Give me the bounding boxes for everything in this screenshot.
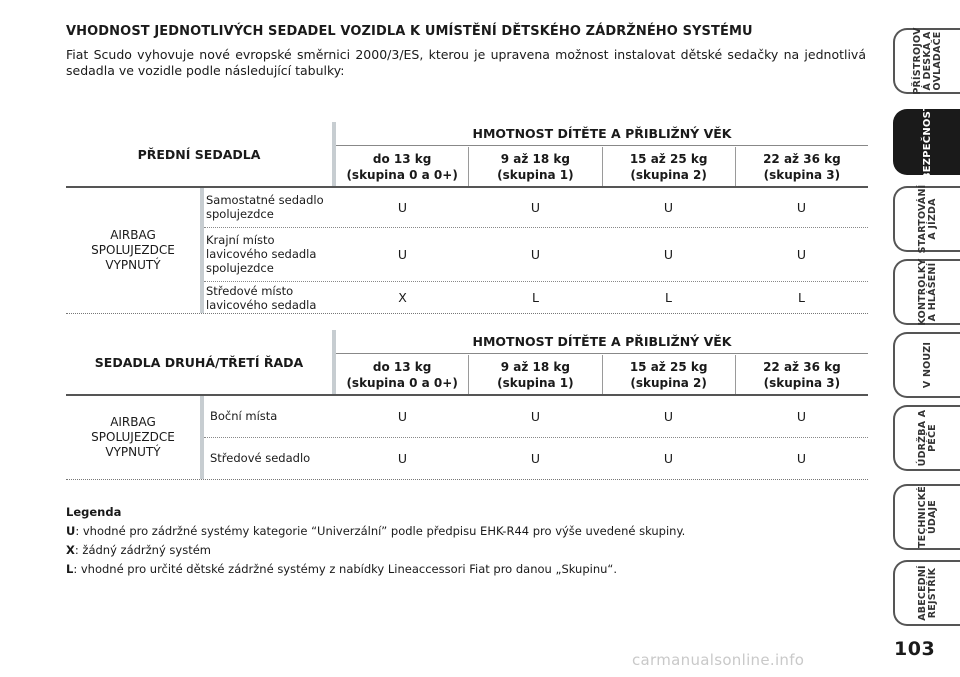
group-header: 15 až 25 kg (skupina 2)	[602, 147, 735, 186]
suitability-value: U	[663, 246, 674, 262]
weight-title: HMOTNOST DÍTĚTE A PŘIBLIŽNÝ VĚK	[336, 122, 868, 146]
tab-label: ÚDRŽBA A PÉČE	[916, 409, 938, 467]
page-heading: VHODNOST JEDNOTLIVÝCH SEDADEL VOZIDLA K UMÍSTĚNÍ DĚTSKÉHO ZÁDRŽNÉHO SYSTÉMU	[66, 24, 753, 39]
tab-abecedni-rejstrik[interactable]	[893, 560, 960, 626]
suitability-value: U	[397, 408, 408, 424]
airbag-label: AIRBAG SPOLUJEZDCE VYPNUTÝ	[91, 415, 175, 459]
suitability-value: U	[397, 450, 408, 466]
suitability-value: U	[796, 199, 807, 215]
group-header: do 13 kg (skupina 0 a 0+)	[346, 151, 458, 182]
tab-v-nouzi[interactable]	[893, 332, 960, 398]
suitability-value: L	[532, 290, 539, 306]
table-front-header	[66, 122, 868, 188]
tab-label: KONTROLKY A HLÁŠENÍ	[916, 258, 938, 326]
table-row	[204, 282, 868, 313]
weight-title: HMOTNOST DÍTĚTE A PŘIBLIŽNÝ VĚK	[336, 330, 868, 354]
table-row	[204, 396, 868, 438]
table-rear-header	[66, 330, 868, 396]
tab-technicke-udaje[interactable]	[893, 484, 960, 550]
tab-startovani[interactable]	[893, 186, 960, 252]
table-row	[204, 228, 868, 283]
legend-title: Legenda	[66, 505, 122, 519]
suitability-value: L	[665, 290, 672, 306]
suitability-value: U	[663, 199, 674, 215]
suitability-value: U	[663, 450, 674, 466]
legend-item: X: žádný zádržný systém	[66, 543, 212, 557]
tab-pristrojova-deska[interactable]	[893, 28, 960, 94]
seat-label: Středové sedadlo	[210, 451, 311, 466]
suitability-value: X	[398, 290, 407, 306]
intro-paragraph: Fiat Scudo vyhovuje nové evropské směrnici 2000/3/ES, kterou je upravena možnost instalovat dětské sedačky na jednotlivá sedadla ve vozidle podle následující tabulky:	[66, 47, 866, 78]
table-front-seats	[66, 122, 868, 314]
group-header: 15 až 25 kg (skupina 2)	[602, 355, 735, 394]
suitability-value: L	[798, 290, 805, 306]
page-number: 103	[894, 638, 936, 660]
table-row	[204, 188, 868, 228]
group-header: 22 až 36 kg (skupina 3)	[735, 147, 868, 186]
suitability-value: U	[796, 246, 807, 262]
tab-label: TECHNICKÉ ÚDAJE	[916, 485, 938, 549]
tab-label: V NOUZI	[921, 341, 933, 389]
table-rear-title: SEDADLA DRUHÁ/TŘETÍ ŘADA	[94, 354, 304, 370]
suitability-value: U	[663, 408, 674, 424]
table-row	[204, 438, 868, 480]
suitability-value: U	[796, 450, 807, 466]
table-rear-seats	[66, 330, 868, 480]
seat-label: Středové místo lavicového sedadla	[206, 283, 317, 312]
suitability-value: U	[796, 408, 807, 424]
tab-label: STARTOVÁNÍ A JÍZDA	[916, 184, 938, 254]
suitability-value: U	[530, 199, 541, 215]
legend-item: U: vhodné pro zádržné systémy kategorie “Univerzální” podle předpisu EHK-R44 pro výše uvedené skupiny.	[66, 524, 686, 538]
seat-label: Samostatné sedadlo spolujezdce	[206, 193, 324, 222]
airbag-label: AIRBAG SPOLUJEZDCE VYPNUTÝ	[91, 228, 175, 272]
suitability-value: U	[397, 246, 408, 262]
seat-label: Boční místa	[210, 409, 278, 424]
suitability-value: U	[530, 450, 541, 466]
tab-kontrolky[interactable]	[893, 259, 960, 325]
table-front-body	[66, 188, 868, 314]
table-front-title: PŘEDNÍ SEDADLA	[137, 146, 261, 162]
tab-label: BEZPEČNOST	[921, 103, 933, 181]
legend-item: L: vhodné pro určité dětské zádržné systémy z nabídky Lineaccessori Fiat pro danou „Skupinu“.	[66, 562, 618, 576]
suitability-value: U	[397, 199, 408, 215]
suitability-value: U	[530, 246, 541, 262]
tab-udrzba[interactable]	[893, 405, 960, 471]
tab-label: PŘÍSTROJOV Á DESKA A OVLADAČE	[911, 27, 943, 95]
group-header: do 13 kg (skupina 0 a 0+)	[346, 359, 458, 390]
group-header: 22 až 36 kg (skupina 3)	[735, 355, 868, 394]
group-header: 9 až 18 kg (skupina 1)	[468, 147, 601, 186]
tab-label: ABECEDNÍ REJSTŘÍK	[916, 565, 938, 621]
group-header: 9 až 18 kg (skupina 1)	[468, 355, 601, 394]
watermark: carmanualsonline.info	[632, 651, 805, 669]
seat-label: Krajní místo lavicového sedadla spolujezdce	[206, 233, 317, 276]
legend	[66, 503, 685, 579]
table-rear-body	[66, 396, 868, 480]
suitability-value: U	[530, 408, 541, 424]
tab-bezpecnost[interactable]	[893, 103, 960, 181]
